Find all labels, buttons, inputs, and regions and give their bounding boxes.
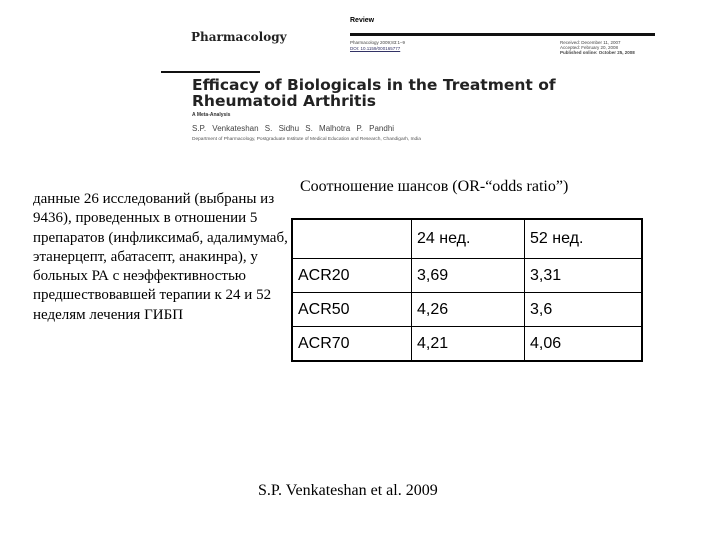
cell: 3,69 xyxy=(412,259,525,293)
cell: 3,31 xyxy=(525,259,643,293)
table-row xyxy=(292,293,642,327)
citation-line: Pharmacology 2009;83:1–9 xyxy=(350,40,406,45)
study-description: данные 26 исследований (выбраны из 9436), проведенных в отношении 5 препаратов (инфликсимаб, адалимумаб, этанерцепт, абатасепт, анакинра), у больных РА с неэффективностью предшествовавшей терапии к 24 и 52 неделям лечения ГИБП xyxy=(33,191,288,323)
title-line-1: Efficacy of Biologicals in the Treatment of xyxy=(192,76,556,94)
cell: 4,21 xyxy=(412,327,525,362)
paper-subtitle: A Meta-Analysis xyxy=(192,112,231,118)
published-date: Published online: October 25, 2008 xyxy=(560,50,635,55)
dates xyxy=(560,40,635,55)
journal-citation xyxy=(350,40,405,52)
accepted-date: Accepted: February 20, 2008 xyxy=(560,45,619,50)
header-rule xyxy=(350,33,655,36)
table-title: Соотношение шансов (OR-“odds ratio”) xyxy=(300,178,569,195)
header-cell: 52 нед. xyxy=(525,219,643,259)
received-date: Received: December 11, 2007 xyxy=(560,40,621,45)
cell: 4,06 xyxy=(525,327,643,362)
source-citation: S.P. Venkateshan et al. 2009 xyxy=(258,482,438,499)
table-row xyxy=(292,259,642,293)
header-cell: 24 нед. xyxy=(412,219,525,259)
row-label: ACR50 xyxy=(292,293,412,327)
row-label: ACR70 xyxy=(292,327,412,362)
cell: 3,6 xyxy=(525,293,643,327)
paper-title xyxy=(192,77,556,109)
paper-department: Department of Pharmacology, Postgraduate Institute of Medical Education and Research, Chandigarh, India xyxy=(192,137,421,142)
journal-name: Pharmacology xyxy=(191,30,287,44)
title-rule xyxy=(161,71,260,73)
cell: 4,26 xyxy=(412,293,525,327)
paper-authors: S.P. Venkateshan S. Sidhu S. Malhotra P. Pandhi xyxy=(192,124,395,133)
doi-link[interactable]: DOI: 10.1159/000165777 xyxy=(350,46,401,51)
odds-ratio-table xyxy=(291,218,643,362)
row-label: ACR20 xyxy=(292,259,412,293)
header-cell xyxy=(292,219,412,259)
table-row xyxy=(292,327,642,362)
title-line-2: Rheumatoid Arthritis xyxy=(192,92,376,110)
table-header-row xyxy=(292,219,642,259)
section-label: Review xyxy=(350,17,375,24)
